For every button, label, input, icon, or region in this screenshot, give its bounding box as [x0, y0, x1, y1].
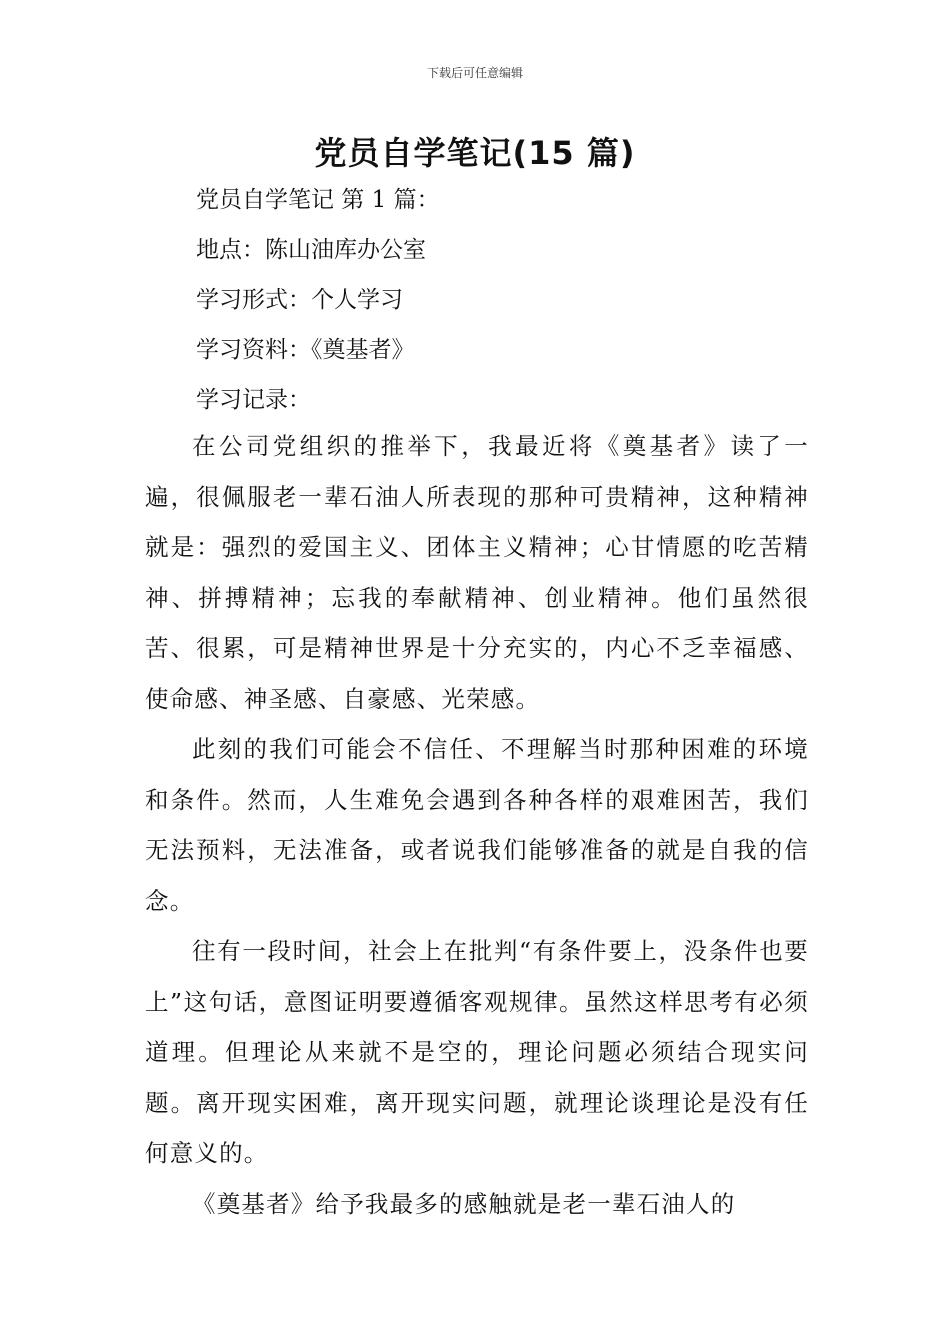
location-line: 地点：陈山油库办公室 — [196, 237, 426, 263]
body-paragraph: 往有一段时间，社会上在批判“有条件要上，没条件也要上”这句话，意图证明要遵循客观规律。虽然这样思考有必须道理。但理论从来就不是空的，理论问题必须结合现实问题。离开现实困难，离开现实问题，就理论谈理论是没有任何意义的。 — [145, 937, 809, 1167]
body-paragraph: 此刻的我们可能会不信任、不理解当时那种困难的环境和条件。然而，人生难免会遇到各种各样的艰难困苦，我们无法预料，无法准备，或者说我们能够准备的就是自我的信念。 — [145, 735, 809, 915]
body-paragraph: 在公司党组织的推举下，我最近将《奠基者》读了一遍，很佩服老一辈石油人所表现的那种可贵精神，这种精神就是：强烈的爱国主义、团体主义精神；心甘情愿的吃苦精神、拼搏精神；忘我的奉献精神、创业精神。他们虽然很苦、很累，可是精神世界是十分充实的，内心不乏幸福感、使命感、神圣感、自豪感、光荣感。 — [145, 432, 809, 713]
body-paragraph: 《奠基者》给予我最多的感触就是老一辈石油人的 — [192, 1190, 736, 1218]
study-material-line: 学习资料：《奠基者》 — [196, 337, 415, 363]
page-header-note: 下载后可任意编辑 — [426, 66, 523, 80]
study-record-label: 学习记录： — [196, 387, 311, 413]
chapter-heading: 党员自学笔记 第 1 篇： — [196, 187, 440, 213]
study-form-line: 学习形式：个人学习 — [196, 287, 403, 313]
document-title: 党员自学笔记(15 篇) — [314, 134, 636, 172]
